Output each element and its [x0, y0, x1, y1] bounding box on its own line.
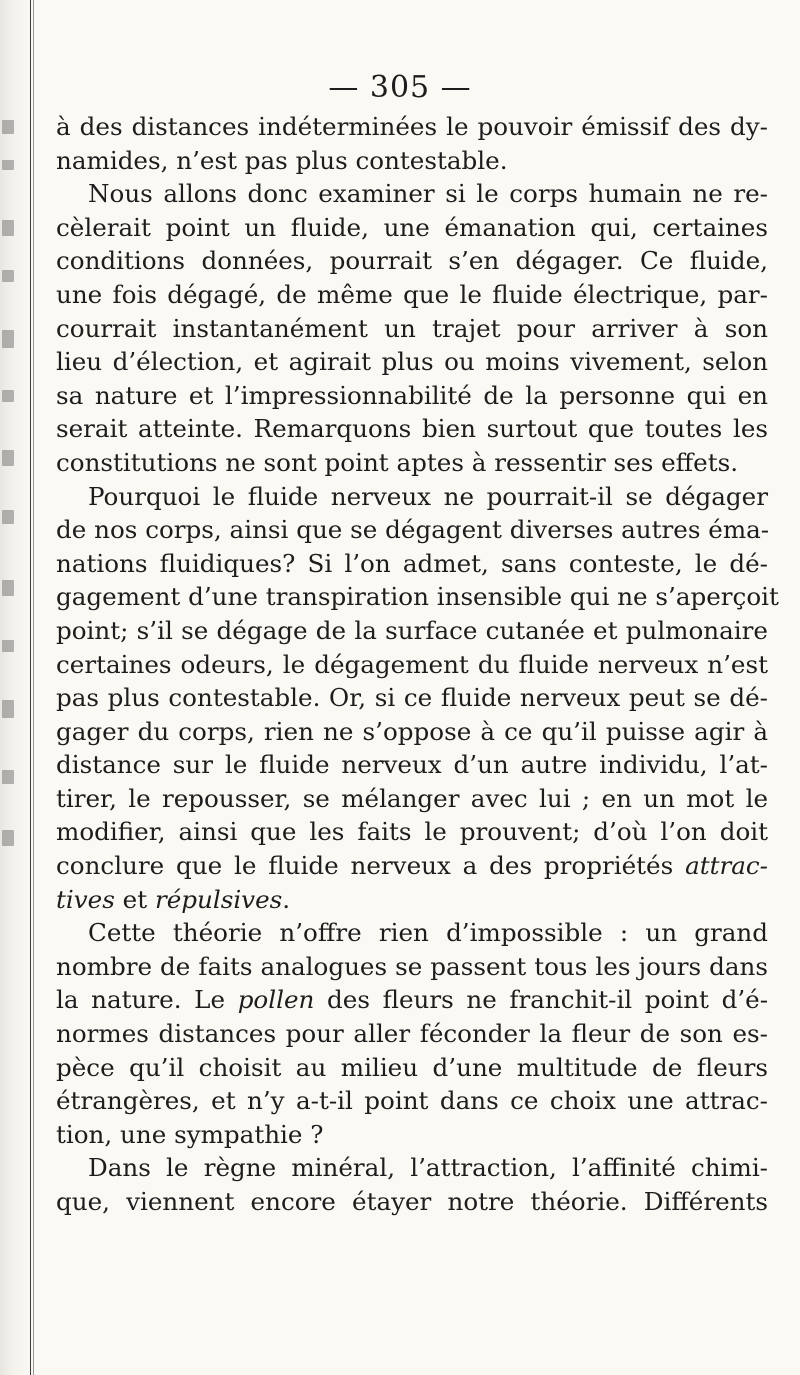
text-line: conditions données, pourrait s’en dégager. Ce fluide,: [56, 246, 768, 276]
page-number: — 305 —: [328, 70, 472, 105]
text-line: que, viennent encore étayer notre théorie. Différents: [56, 1187, 768, 1216]
text-segment: conclure que le fluide nerveux a des propriétés: [56, 851, 674, 881]
text-line: modifier, ainsi que les faits le prouvent; d’où l’on doit: [56, 817, 768, 847]
text-line: étrangères, et n’y a-t-il point dans ce choix une attrac-: [56, 1086, 768, 1116]
text-line: sa nature et l’impressionnabilité de la personne qui en: [56, 380, 768, 410]
text-segment: et: [122, 884, 148, 914]
text-italic: tives: [56, 884, 115, 914]
text-line: [56, 983, 768, 1017]
text-line: [56, 849, 768, 883]
text-line: tion, une sympathie ?: [56, 1119, 324, 1149]
text-line: nombre de faits analogues se passent tous les jours dans: [56, 951, 768, 981]
text-line: Nous allons donc examiner si le corps humain ne re-: [88, 179, 768, 209]
text-line: gager du corps, rien ne s’oppose à ce qu’il puisse agir à: [56, 716, 768, 746]
text-line: lieu d’élection, et agirait plus ou moins vivement, selon: [56, 347, 768, 377]
text-italic: répulsives: [154, 884, 283, 914]
text-line: namides, n’est pas plus contestable.: [56, 145, 508, 175]
text-line: tirer, le repousser, se mélanger avec lui ; en un mot le: [56, 783, 768, 813]
text-line: cèlerait point un fluide, une émanation qui, certaines: [56, 212, 768, 242]
text-italic: attrac-: [685, 851, 768, 881]
text-line: Dans le règne minéral, l’attraction, l’affinité chimi-: [88, 1153, 768, 1183]
text-line: constitutions ne sont point aptes à ressentir ses effets.: [56, 447, 739, 477]
text-italic: pollen: [237, 985, 315, 1015]
text-line: Pourquoi le fluide nerveux ne pourrait-il se dégager: [88, 481, 768, 511]
text-line: pas plus contestable. Or, si ce fluide nerveux peut se dé-: [56, 683, 768, 713]
text-line: normes distances pour aller féconder la fleur de son es-: [56, 1019, 768, 1049]
text-line: de nos corps, ainsi que se dégagent diverses autres éma-: [56, 515, 770, 545]
text-line: distance sur le fluide nerveux d’un autre individu, l’at-: [56, 750, 768, 780]
body-text: [56, 110, 779, 1219]
text-line: courrait instantanément un trajet pour arriver à son: [56, 313, 768, 343]
text-line: une fois dégagé, de même que le fluide électrique, par-: [56, 279, 768, 309]
text-segment: .: [282, 884, 291, 914]
text-segment: des fleurs ne franchit-il point d’é-: [327, 985, 769, 1015]
text-line: gagement d’une transpiration insensible qui ne s’aperçoit: [56, 582, 779, 612]
text-line: [56, 883, 768, 917]
book-spine-shadow: [0, 0, 40, 1375]
text-line: certaines odeurs, le dégagement du fluide nerveux n’est: [56, 649, 768, 679]
text-line: pèce qu’il choisit au milieu d’une multitude de fleurs: [56, 1052, 768, 1082]
text-line: serait atteinte. Remarquons bien surtout que toutes les: [56, 414, 768, 444]
text-line: point; s’il se dégage de la surface cutanée et pulmonaire: [56, 615, 768, 645]
text-line: nations fluidiques? Si l’on admet, sans conteste, le dé-: [56, 548, 768, 578]
text-segment: la nature. Le: [56, 985, 226, 1015]
text-line: Cette théorie n’offre rien d’impossible : un grand: [88, 918, 768, 948]
text-line: à des distances indéterminées le pouvoir émissif des dy-: [56, 112, 768, 141]
binding-marks: [2, 80, 34, 980]
